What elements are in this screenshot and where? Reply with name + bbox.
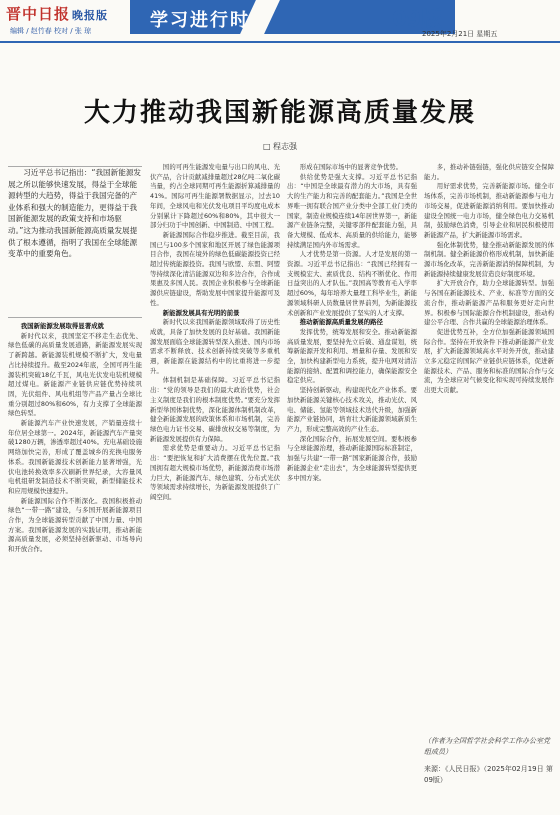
body-paragraph: 人才优势是第一资源。人才是发展的第一资源。习近平总书记指出：“我国已经拥有一支规模宏大、素质优良、结构不断优化、作用日益突出的人才队伍。”我国高等教育毛入学率超过60%，每年培养大量理工科毕业生，新能源领域科研人员数量居世界前列，为新能源技术创新和产业发展提供了坚实的人才支撑。 — [287, 250, 417, 317]
page-number: 09版 — [392, 7, 443, 31]
newspaper-logo — [6, 3, 108, 24]
logo-sub: 晚报版 — [72, 9, 109, 22]
header-divider — [0, 41, 560, 43]
body-paragraph: 新能源汽车产业快速发展，产销量连续十年位居全球第一。2024年，新能源汽车产量突破1280万辆，渗透率超过40%。充电基础设施网络加快完善，形成了覆盖城乡的充换电服务体系。我国新能源技术创新能力显著增强，光伏电池转换效率多次刷新世界纪录，大容量风电机组研发制造技术不断突破，新型储能技术和应用规模快速提升。 — [8, 419, 142, 495]
section-title: 学习进行时 — [150, 10, 250, 31]
article-byline: □ 程志强 — [262, 142, 298, 151]
logo-main: 晋中日报 — [6, 5, 71, 23]
article-column-4 — [424, 163, 554, 729]
author-note: （作者为全国哲学社会科学工作办公室党组成员） — [424, 737, 550, 756]
body-paragraph: 需求优势是重要动力。习近平总书记指出：“要把恢复和扩大消费摆在优先位置。”我国拥有超大规模市场优势，新能源消费市场潜力巨大，新能源汽车、绿色建筑、分布式光伏等领域需求持续增长，为新能源发展提供了广阔空间。 — [150, 444, 280, 501]
body-paragraph: 用好需求优势，完善新能源市场。健全市场体系，完善市场机制，推动新能源参与电力市场交易，促进新能源消纳利用。要加快推动建设全国统一电力市场，健全绿色电力交易机制，鼓励绿色消费，引导企业和居民积极使用新能源产品，扩大新能源市场需求。 — [424, 182, 554, 239]
section-subheading: 推动新能源高质量发展的路径 — [299, 318, 383, 327]
article-summary: 习近平总书记指出：“我国新能源发展之所以能够快速发展，得益于全球能源转型的大趋势，得益于我国完备的产业体系和强大的制造能力，更得益于我国新能源发展的政策支持和市场驱动。”这为推动我国新能源高质量发展提供了根本遵循，指明了我国在全球能源变革中的重要角色。 — [8, 166, 142, 318]
editor-credits: 编辑 / 赵竹春 校对 / 张 琼 — [10, 27, 92, 35]
article-source: 来源：《人民日报》（2025年02月19日 第09版） — [424, 765, 553, 784]
issue-date: 2025年2月21日 星期五 — [422, 30, 498, 38]
body-paragraph: 新能源国际合作不断深化。我国积极推动绿色“一带一路”建设，与多国开展新能源项目合作，为全球能源转型贡献了中国力量、中国方案。我国新能源发展的实践证明，推动新能源高质量发展，必须坚持创新驱动、市场导向和开放合作。 — [8, 496, 142, 554]
section-subheading: 我国新能源发展取得显著成就 — [20, 322, 104, 330]
body-paragraph: 新时代以来我国新能源领域取得了历史性成就，具备了加快发展的良好基础。我国新能源发展面临全球能源转型深入推进、国内市场需求不断释放、技术创新持续突破等多重机遇，新能源在能源结构中的比重将进一步提升。 — [150, 318, 280, 375]
body-paragraph: 国的可再生能源发电量与出口的风电、光伏产品，合计贡献减排量超过28亿吨二氧化碳当量，约占全球同期可再生能源折算减排量的41%。国际可再生能源署数据显示，过去10年间，全球风电和光伏发电项目平均度电成本分别累计下降超过60%和80%，其中很大一部分归功于中国创新、中国制造、中国工程。 — [150, 163, 280, 230]
body-paragraph: 多，推动补链强链，强化供应链安全保障能力。 — [424, 163, 554, 181]
article-column-2 — [150, 163, 280, 808]
body-paragraph: 体制机制是基础保障。习近平总书记指出：“党的领导是我们的最大政治优势，社会主义制度是我们的根本制度优势。”要充分发挥新型举国体制优势，深化能源体制机制改革，健全新能源发展的政策体系和市场机制，完善绿色电力证书交易、碳排放权交易等制度，为新能源发展提供有力保障。 — [150, 376, 280, 443]
article-headline: 大力推动我国新能源高质量发展 — [83, 98, 476, 128]
article-column-3 — [287, 163, 417, 808]
article-column-1 — [8, 322, 142, 808]
body-paragraph: 发挥优势，统筹发展和安全。推动新能源高质量发展，要坚持先立后破、通盘谋划，统筹新能源开发和利用、增量和存量、发展和安全，加快构建新型电力系统，提升电网对清洁能源的接纳、配置和调控能力，确保能源安全稳定供应。 — [287, 327, 417, 385]
body-paragraph: 新时代以来，我国坚定不移走生态优先、绿色低碳的高质量发展道路，新能源发展实现了新跨越。新能源装机规模不断扩大，发电量占比持续提升。截至2024年底，全国可再生能源装机突破18亿千瓦，风电光伏发电装机规模超过煤电。新能源产业链供应链优势持续巩固，光伏组件、风电机组等产品产量占全球比重分别超过80%和60%，有力支撑了全球能源绿色转型。 — [8, 331, 142, 418]
body-paragraph: 坚持创新驱动，构建现代化产业体系。要加快新能源关键核心技术攻关，推动光伏、风电、储能、氢能等领域技术迭代升级，加强新能源产业链协同，培育壮大新能源领域新质生产力，形成完整高效的产业生态。 — [287, 386, 417, 433]
body-paragraph: 供给优势是强大支撑。习近平总书记指出：“中国是全球最有潜力的大市场，具有强大的生产能力和完善的配套能力。”我国是全世界唯一拥有联合国产业分类中全部工业门类的国家，制造业规模连续14年居世界第一，新能源产业链条完整，关键零部件配套能力强，具备大规模、低成本、高质量的供给能力，能够持续满足国内外市场需求。 — [287, 172, 417, 249]
body-paragraph: 扩大开放合作，助力全球能源转型。加强与各国在新能源技术、产业、标准等方面的交流合作，推动新能源产品和服务更好走向世界。积极参与国际能源合作机制建设，推动构建公平合理、合作共赢的全球能源治理体系。 — [424, 279, 554, 327]
body-paragraph: 促进优势互补，全方位加强新能源领域国际合作。坚持在开放条件下推动新能源产业发展，扩大新能源领域高水平对外开放，推动建立多元稳定的国际产业链供应链体系，促进新能源技术、产品、服务和标准的国际合作与交流，为全球应对气候变化和实现可持续发展作出更大贡献。 — [424, 327, 554, 395]
body-paragraph: 深化国际合作，拓展发展空间。要积极参与全球能源治理，推动新能源国际标准制定，加强与共建“一带一路”国家新能源合作，鼓励新能源企业“走出去”，为全球能源转型提供更多中国方案。 — [287, 434, 417, 482]
body-paragraph: 形成在国际市场中的显著竞争优势。 — [299, 163, 403, 171]
body-paragraph: 新能源国际合作稳步推进。截至目前，我国已与100多个国家和地区开展了绿色能源项目合作，我国在境外的绿色低碳能源投资已经超过传统能源投资。我国与欧盟、东盟、阿盟等持续深化清洁能源双边和多边合作，合作成果惠及多国人民。我国企业积极参与全球新能源供应链建设，帮助发展中国家提升能源可及性。 — [150, 230, 280, 307]
body-paragraph: 强化体制优势，健全推动新能源发展的体制机制。健全新能源价格形成机制，加快新能源市场化改革，完善新能源消纳保障机制，为新能源持续健康发展营造良好制度环境。 — [424, 240, 554, 278]
section-subheading: 新能源发展具有光明的前景 — [162, 308, 240, 317]
